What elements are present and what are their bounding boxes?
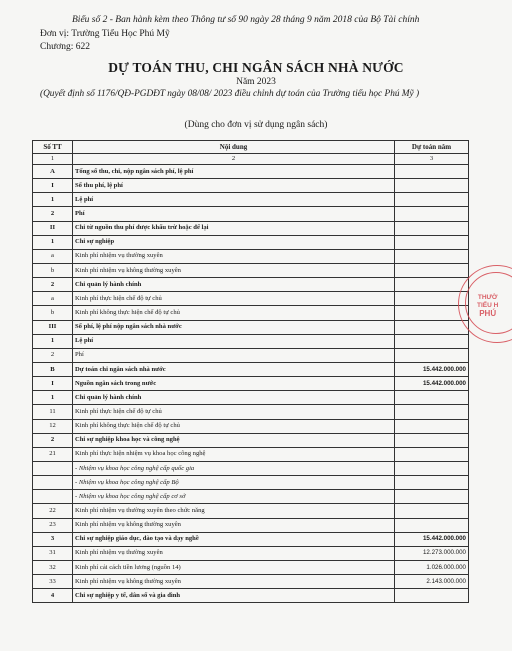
row-number bbox=[33, 476, 73, 490]
row-amount bbox=[395, 490, 469, 504]
row-amount bbox=[395, 221, 469, 235]
row-amount bbox=[395, 334, 469, 348]
table-row bbox=[33, 377, 469, 391]
table-row bbox=[33, 504, 469, 518]
row-number: 21 bbox=[33, 447, 73, 461]
row-content: - Nhiệm vụ khoa học công nghệ cấp cơ sở bbox=[73, 490, 395, 504]
row-content: Chi từ nguồn thu phí được khấu trừ hoặc để lại bbox=[73, 221, 395, 235]
header-stt: Số TT bbox=[33, 141, 73, 154]
row-number: 1 bbox=[33, 391, 73, 405]
index-col-3: 3 bbox=[395, 154, 469, 165]
row-content: Kinh phí nhiệm vụ thường xuyên theo chức năng bbox=[73, 504, 395, 518]
row-content: Nguồn ngân sách trong nước bbox=[73, 377, 395, 391]
row-content: Chi quản lý hành chính bbox=[73, 278, 395, 292]
row-content: Kinh phí nhiệm vụ không thường xuyên bbox=[73, 575, 395, 589]
row-amount: 1.026.000.000 bbox=[395, 560, 469, 574]
row-number: 4 bbox=[33, 589, 73, 603]
page-title: DỰ TOÁN THU, CHI NGÂN SÁCH NHÀ NƯỚC bbox=[108, 60, 404, 75]
table-row bbox=[33, 249, 469, 263]
row-number: I bbox=[33, 377, 73, 391]
row-content: Kinh phí thực hiện nhiệm vụ khoa học công nghệ bbox=[73, 447, 395, 461]
table-row bbox=[33, 461, 469, 475]
decision-reference: (Quyết định số 1176/QĐ-PGDĐT ngày 08/08/ 2023 điều chỉnh dự toán của Trường tiểu học Phú Mỹ ) bbox=[40, 89, 420, 99]
stamp-line-2: TIỂU H bbox=[477, 302, 499, 309]
row-amount bbox=[395, 461, 469, 475]
row-number: 12 bbox=[33, 419, 73, 433]
table-row bbox=[33, 518, 469, 532]
usage-note: (Dùng cho đơn vị sử dụng ngân sách) bbox=[184, 120, 328, 130]
table-row bbox=[33, 405, 469, 419]
row-number: 2 bbox=[33, 278, 73, 292]
row-number: A bbox=[33, 165, 73, 179]
table-row bbox=[33, 235, 469, 249]
row-number: 32 bbox=[33, 560, 73, 574]
table-row bbox=[33, 476, 469, 490]
row-number: 2 bbox=[33, 433, 73, 447]
row-content: Kinh phí nhiệm vụ thường xuyên bbox=[73, 249, 395, 263]
table-row bbox=[33, 447, 469, 461]
row-content: Chi quản lý hành chính bbox=[73, 391, 395, 405]
table-row bbox=[33, 433, 469, 447]
row-number: 1 bbox=[33, 334, 73, 348]
row-amount bbox=[395, 405, 469, 419]
row-content: - Nhiệm vụ khoa học công nghệ cấp Bộ bbox=[73, 476, 395, 490]
table-body bbox=[33, 165, 469, 603]
row-content: Lệ phí bbox=[73, 193, 395, 207]
row-amount bbox=[395, 589, 469, 603]
row-content: Số phí, lệ phí nộp ngân sách nhà nước bbox=[73, 320, 395, 334]
chapter-code: Chương: 622 bbox=[40, 42, 91, 52]
row-number: 1 bbox=[33, 235, 73, 249]
row-content: Kinh phí không thực hiện chế độ tự chủ bbox=[73, 306, 395, 320]
row-content: Kinh phí thực hiện chế độ tự chủ bbox=[73, 292, 395, 306]
table-row bbox=[33, 207, 469, 221]
row-amount bbox=[395, 433, 469, 447]
row-amount bbox=[395, 263, 469, 277]
row-number: 2 bbox=[33, 348, 73, 362]
row-amount: 12.273.000.000 bbox=[395, 546, 469, 560]
row-number: 11 bbox=[33, 405, 73, 419]
row-content: Kinh phí không thực hiện chế độ tự chủ bbox=[73, 419, 395, 433]
stamp-text bbox=[477, 294, 498, 318]
table-row bbox=[33, 575, 469, 589]
row-amount bbox=[395, 249, 469, 263]
row-amount bbox=[395, 165, 469, 179]
row-amount: 2.143.000.000 bbox=[395, 575, 469, 589]
table-row bbox=[33, 193, 469, 207]
row-number: B bbox=[33, 362, 73, 376]
row-number: III bbox=[33, 320, 73, 334]
row-content: Kinh phí cải cách tiền lương (nguồn 14) bbox=[73, 560, 395, 574]
table-row bbox=[33, 532, 469, 546]
row-content: Lệ phí bbox=[73, 334, 395, 348]
table-row bbox=[33, 334, 469, 348]
row-content: Phí bbox=[73, 348, 395, 362]
table-row bbox=[33, 221, 469, 235]
row-content: Kinh phí nhiệm vụ không thường xuyên bbox=[73, 263, 395, 277]
row-amount bbox=[395, 193, 469, 207]
row-number: 3 bbox=[33, 532, 73, 546]
year-label: Năm 2023 bbox=[236, 77, 276, 87]
row-number: 1 bbox=[33, 193, 73, 207]
row-content: Dự toán chi ngân sách nhà nước bbox=[73, 362, 395, 376]
row-number bbox=[33, 490, 73, 504]
row-amount: 15.442.000.000 bbox=[395, 377, 469, 391]
row-amount bbox=[395, 320, 469, 334]
row-amount bbox=[395, 391, 469, 405]
row-number: II bbox=[33, 221, 73, 235]
row-number: a bbox=[33, 249, 73, 263]
index-col-1: 1 bbox=[33, 154, 73, 165]
table-row bbox=[33, 278, 469, 292]
row-content: Kinh phí nhiệm vụ thường xuyên bbox=[73, 546, 395, 560]
row-content: Tổng số thu, chi, nộp ngân sách phí, lệ phí bbox=[73, 165, 395, 179]
table-row bbox=[33, 391, 469, 405]
index-col-2: 2 bbox=[73, 154, 395, 165]
row-content: Chi sự nghiệp khoa học và công nghệ bbox=[73, 433, 395, 447]
row-content: - Nhiệm vụ khoa học công nghệ cấp quốc gia bbox=[73, 461, 395, 475]
table-index-row bbox=[33, 154, 469, 165]
row-number: b bbox=[33, 263, 73, 277]
row-number: 33 bbox=[33, 575, 73, 589]
row-amount bbox=[395, 235, 469, 249]
table-row bbox=[33, 320, 469, 334]
row-content: Chi sự nghiệp bbox=[73, 235, 395, 249]
row-amount: 15.442.000.000 bbox=[395, 362, 469, 376]
row-content: Số thu phí, lệ phí bbox=[73, 179, 395, 193]
table-row bbox=[33, 546, 469, 560]
table-row bbox=[33, 263, 469, 277]
header-amount: Dự toán năm bbox=[395, 141, 469, 154]
header-content: Nội dung bbox=[73, 141, 395, 154]
row-amount bbox=[395, 447, 469, 461]
table-header-row bbox=[33, 141, 469, 154]
row-number: 2 bbox=[33, 207, 73, 221]
table-row bbox=[33, 292, 469, 306]
row-number bbox=[33, 461, 73, 475]
table-row bbox=[33, 179, 469, 193]
row-content: Chi sự nghiệp y tế, dân số và gia đình bbox=[73, 589, 395, 603]
table-row bbox=[33, 490, 469, 504]
row-number: a bbox=[33, 292, 73, 306]
row-number: 31 bbox=[33, 546, 73, 560]
row-content: Chi sự nghiệp giáo dục, đào tạo và dạy nghề bbox=[73, 532, 395, 546]
row-amount: 15.442.000.000 bbox=[395, 532, 469, 546]
row-content: Kinh phí nhiệm vụ không thường xuyên bbox=[73, 518, 395, 532]
row-amount bbox=[395, 348, 469, 362]
budget-table bbox=[32, 140, 469, 603]
stamp-line-1: THƯỜ bbox=[477, 294, 498, 301]
table-row bbox=[33, 419, 469, 433]
table-row bbox=[33, 306, 469, 320]
row-content: Phí bbox=[73, 207, 395, 221]
table-row bbox=[33, 560, 469, 574]
table-row bbox=[33, 362, 469, 376]
row-number: 22 bbox=[33, 504, 73, 518]
table-row bbox=[33, 589, 469, 603]
row-amount bbox=[395, 278, 469, 292]
row-number: I bbox=[33, 179, 73, 193]
row-amount bbox=[395, 504, 469, 518]
row-number: b bbox=[33, 306, 73, 320]
row-amount bbox=[395, 518, 469, 532]
row-amount bbox=[395, 476, 469, 490]
form-reference: Biểu số 2 - Ban hành kèm theo Thông tư số 90 ngày 28 tháng 9 năm 2018 của Bộ Tài chính bbox=[72, 15, 420, 25]
row-amount bbox=[395, 419, 469, 433]
table-row bbox=[33, 165, 469, 179]
stamp-line-3: PHÚ bbox=[479, 309, 497, 318]
table-row bbox=[33, 348, 469, 362]
row-number: 23 bbox=[33, 518, 73, 532]
row-content: Kinh phí thực hiện chế độ tự chủ bbox=[73, 405, 395, 419]
unit-name: Đơn vị: Trường Tiểu Học Phú Mỹ bbox=[40, 29, 170, 39]
row-amount bbox=[395, 179, 469, 193]
row-amount bbox=[395, 207, 469, 221]
